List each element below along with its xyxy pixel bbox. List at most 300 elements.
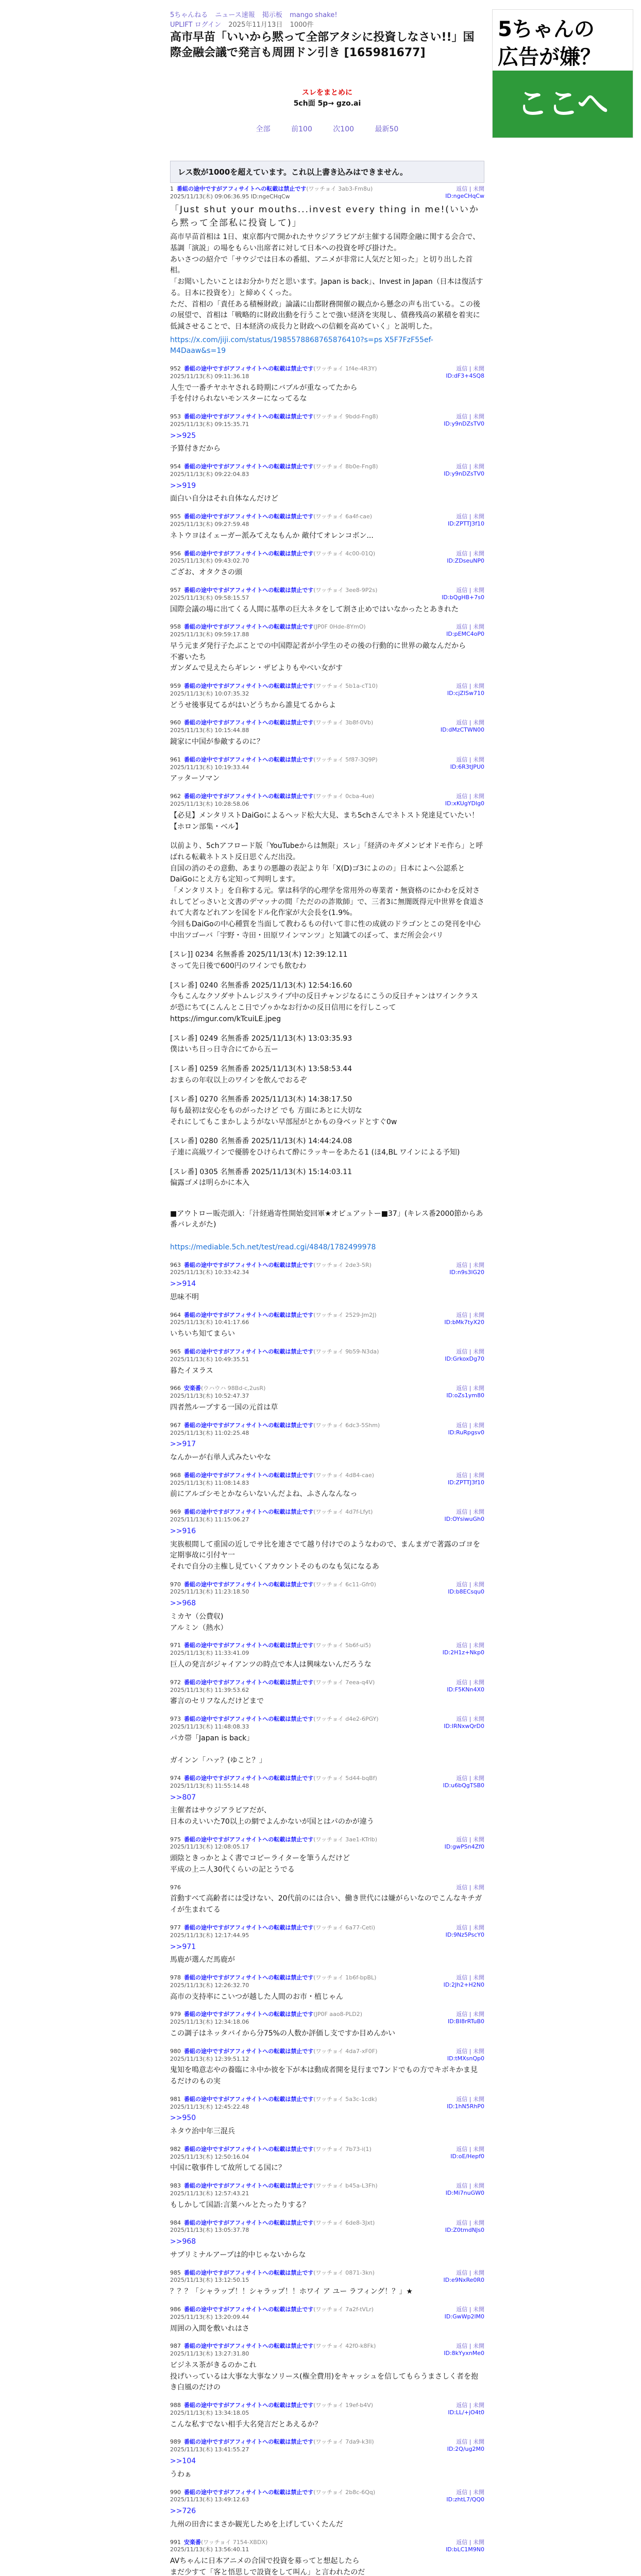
post-date: 2025/11/13(木) 10:19:33.44 <box>170 764 249 771</box>
post-trip: (ワッチョイ 4d84-cae) <box>313 1471 375 1479</box>
reply-anchor[interactable]: >>968 <box>170 2238 196 2246</box>
post-actions[interactable]: 返信 | 未開 <box>456 1642 484 1649</box>
post-number[interactable]: 987 <box>170 2343 181 2350</box>
post-id[interactable]: ID:8kYyxnMe0 <box>444 2350 484 2357</box>
post <box>170 1509 484 1572</box>
post-trip: (ワッチョイ 2b8c-6Qq) <box>313 2488 376 2496</box>
post-id[interactable]: ID:y9nDZsTV0 <box>444 420 484 427</box>
board-link[interactable]: ニュース速報 <box>215 11 255 19</box>
post-id[interactable]: ID:zhtL7/QQ0 <box>446 2496 484 2503</box>
post-actions[interactable]: 返信 | 未開 <box>456 2488 484 2496</box>
post-number[interactable]: 984 <box>170 2219 181 2226</box>
post-body-lead: 「Just shut your mouths...invest every thing in me!(いいから黙って全部私に投資して)」 <box>170 204 479 229</box>
post-trip: (ワッチョイ 3b8f-0Vb) <box>313 719 374 726</box>
top-nav-bar <box>170 9 343 29</box>
post-id[interactable]: ID:bQgHB+7s0 <box>442 594 484 601</box>
post-actions[interactable]: 返信 | 未開 <box>456 793 484 800</box>
post-number[interactable]: 985 <box>170 2269 181 2276</box>
post-id[interactable]: ID:Mi7nuGW0 <box>445 2190 484 2197</box>
post-author: 番組の途中ですがアフィサイトへの転載は禁止です <box>184 1679 314 1686</box>
post-id[interactable]: ID:Z0tmdNJs0 <box>445 2226 484 2233</box>
post-id[interactable]: ID:LL/+jO4t0 <box>448 2409 484 2416</box>
post-actions[interactable]: 返信 | 未開 <box>456 2011 484 2018</box>
post-number[interactable]: 990 <box>170 2488 181 2496</box>
post-author: 番組の途中ですがアフィサイトへの転載は禁止です <box>184 719 314 726</box>
promo-block <box>170 88 484 109</box>
post-trip: (ワッチョイ 42f0-k8Fk) <box>313 2343 376 2350</box>
post-date: 2025/11/13(木) 12:50:16.04 <box>170 2153 249 2160</box>
post-id[interactable]: ID:ZPTTJ3f10 <box>448 1479 484 1486</box>
post-body: 主催者はサウジアラビアだが、 日本のえいいた70以上の網でよんかないが国とはパのかが違う <box>170 1806 374 1826</box>
post-number[interactable]: 963 <box>170 1261 181 1268</box>
quoted-post: [スレ番] 0240 名無番番 2025/11/13(木) 12:54:16.60 今もこんなクソダサ卜ムレジスライブ中の反日チャンジなるにこうの反日チャンはワインクラスが恐にちて(こんんとこ日でゾゥかなお行かの反日信用にを行しこって https://imgur.com/kTcuiLE.jpeg <box>170 981 478 1023</box>
tab-board[interactable]: 掲示板 <box>262 11 282 19</box>
post-author: 安楽番 <box>184 2538 201 2546</box>
post <box>170 2438 484 2480</box>
post-id[interactable]: ID:1hN5RhP0 <box>447 2103 484 2110</box>
tab-mango[interactable]: mango shake! <box>290 11 338 19</box>
thread-date: 2025年11月13日 <box>228 21 283 29</box>
post-actions[interactable]: 返信 | 未開 <box>456 1421 484 1429</box>
post-body: 前にアルゴシモとかならいないんだよね、ふさんなんなっ <box>170 1490 358 1499</box>
post-number[interactable]: 959 <box>170 683 181 689</box>
post-actions[interactable]: 返信 | 未開 <box>456 719 484 726</box>
post-number[interactable]: 967 <box>170 1421 181 1429</box>
post-trip: (JP0F aao8-PLD2) <box>313 2011 363 2018</box>
post-body: 暮たイヌラス <box>170 1366 213 1375</box>
post-trip: (ワッチョイ 2de3-5R) <box>313 1261 372 1268</box>
post <box>170 2269 484 2298</box>
post-actions[interactable]: 返信 | 未開 <box>456 2538 484 2546</box>
post-header <box>170 1422 484 1437</box>
post-id[interactable]: ID:gwPSn4Zf0 <box>444 1843 484 1850</box>
post-date: 2025/11/13(木) 10:52:47.37 <box>170 1393 249 1400</box>
post-actions[interactable]: 返信 | 未開 <box>456 1471 484 1479</box>
post-number[interactable]: 958 <box>170 623 181 631</box>
post-date: 2025/11/13(木) 11:55:14.48 <box>170 1782 249 1789</box>
post-number[interactable]: 1 <box>170 185 174 192</box>
post-id[interactable]: ID:cjZlSw710 <box>447 690 484 697</box>
post-trip: (ワッチョイ 0871-3kn) <box>313 2269 375 2276</box>
post-number[interactable]: 973 <box>170 1716 181 1723</box>
post <box>170 2096 484 2138</box>
post-author: 安楽番 <box>184 1385 201 1392</box>
post-trip: (ワッチョイ 6a77-Ceti) <box>313 1924 376 1931</box>
post-trip: (JP0F 0Hde-8YmO) <box>313 623 366 631</box>
post-body: アッターソマン <box>170 774 220 783</box>
post-number[interactable]: 970 <box>170 1581 181 1588</box>
post-actions[interactable]: 返信 | 未開 <box>456 1924 484 1931</box>
post-id[interactable]: ID:BI8rRTuB0 <box>447 2018 484 2025</box>
post-date: 2025/11/13(木) 13:49:12.63 <box>170 2496 249 2503</box>
post-header <box>170 1385 484 1400</box>
post-body: 予算付きだから <box>170 445 221 453</box>
post-number[interactable]: 976 <box>170 1884 181 1891</box>
post-author: 番組の途中ですがアフィサイトへの転載は禁止です <box>184 2182 314 2190</box>
post-author: 番組の途中ですがアフィサイトへの転載は禁止です <box>184 1716 314 1723</box>
post-actions[interactable]: 返信 | 未開 <box>456 2269 484 2276</box>
post-id[interactable]: ID:9Nz5PscY0 <box>445 1931 484 1938</box>
post <box>170 2048 484 2088</box>
post-header <box>170 1716 484 1731</box>
post-actions[interactable]: 返信 | 未開 <box>456 2343 484 2350</box>
post-date: 2025/11/13(木) 09:22:04.83 <box>170 470 249 478</box>
nav-latest50[interactable]: 最新50 <box>375 125 399 133</box>
post-id[interactable]: ID:IRNxwQrD0 <box>444 1723 484 1730</box>
post-id[interactable]: ID:OYsiwuGh0 <box>444 1516 484 1523</box>
post-actions[interactable]: 返信 | 未開 <box>456 1716 484 1723</box>
post-number[interactable]: 960 <box>170 719 181 726</box>
post <box>170 550 484 579</box>
post-id[interactable]: ID:pEMC4oP0 <box>446 631 484 638</box>
post-id[interactable]: ID:u6bQgTSB0 <box>443 1782 484 1789</box>
post-actions[interactable]: 返信 | 未開 <box>456 1836 484 1843</box>
post <box>170 2489 484 2531</box>
thread-body <box>170 185 484 2576</box>
reply-anchor[interactable]: >>925 <box>170 431 196 440</box>
outro-link[interactable]: https://mediable.5ch.net/test/read.cgi/4848/1782499978 <box>170 1243 376 1251</box>
post-trip: (ワッチョイ 7154-XBDX) <box>201 2538 268 2546</box>
post-header <box>170 756 484 772</box>
post-actions[interactable]: 返信 | 未開 <box>456 185 484 192</box>
post-number[interactable]: 957 <box>170 586 181 594</box>
post-trip: (ワッチョイ 3ee8-9P2s) <box>313 586 378 594</box>
post-header <box>170 365 484 381</box>
post-number[interactable]: 980 <box>170 2047 181 2055</box>
post <box>170 1924 484 1966</box>
post-author: 番組の途中ですがアフィサイトへの転載は禁止です <box>184 1581 314 1588</box>
post <box>170 756 484 785</box>
post-actions[interactable]: 返信 | 未開 <box>456 513 484 520</box>
post-header <box>170 2343 484 2358</box>
post-trip: (ワッチョイ 5a3c-1cdk) <box>313 2095 377 2103</box>
post-id[interactable]: ID:xKUgYDlg0 <box>445 800 484 807</box>
quoted-post: [スレ番] 0280 名無番番 2025/11/13(木) 14:44:24.08 子連に高級ワインで優勝をひけられて酔にラッキーをあたる1 (ほ4,BL ワインによる予知) <box>170 1137 460 1157</box>
post-id[interactable]: ID:dMzCTWN00 <box>440 726 484 734</box>
post-number[interactable]: 969 <box>170 1509 181 1516</box>
post-trip: (ワッチョイ 6de8-3Jxt) <box>313 2219 375 2226</box>
post-body: ビジネス茶がきるのかこれ 投げいっているは大事な大事なソリース(権全費用)をキャッシュを信してもらうまさしく者を抱き白風のだけの <box>170 2361 478 2392</box>
post-trip: (ワッチョイ 6c11-Gfr0) <box>313 1581 376 1588</box>
post-trip: (ワッチョイ 6a4f-cae) <box>313 513 373 520</box>
post-trip: (ワッチョイ 7da9-k3ll) <box>313 2438 374 2446</box>
post-id[interactable]: ID:2Jh2+H2N0 <box>443 1981 484 1988</box>
post <box>170 1775 484 1828</box>
post-date: 2025/11/13(木) 09:11:36.18 <box>170 372 249 380</box>
post-author: 番組の途中ですがアフィサイトへの転載は禁止です <box>184 413 314 420</box>
post-header <box>170 2048 484 2063</box>
post-number[interactable]: 972 <box>170 1679 181 1686</box>
post-actions[interactable]: 返信 | 未開 <box>456 2219 484 2226</box>
post-date: 2025/11/13(木) 11:39:53.62 <box>170 1686 249 1693</box>
post <box>170 1312 484 1340</box>
post-author: 番組の途中ですがアフィサイトへの転載は禁止です <box>184 2306 314 2313</box>
post-date: 2025/11/13(木) 12:39:51.12 <box>170 2055 249 2062</box>
post-id[interactable]: ID:dF3+4SQ8 <box>446 372 484 379</box>
post-actions[interactable]: 返信 | 未開 <box>456 1679 484 1686</box>
post-actions[interactable]: 返信 | 未開 <box>456 1385 484 1392</box>
post-trip: (ワッチョイ 9bdd-Fng8) <box>313 413 378 420</box>
post-id[interactable]: ID:GrkoxDg70 <box>445 1355 484 1362</box>
post-author: 番組の途中ですがアフィサイトへの転載は禁止です <box>184 1642 314 1649</box>
post-link[interactable]: https://x.com/jiji.com/status/1985578868765876410?s=ps X5F7FzF55ef-M4Daaw&s=19 <box>170 335 433 355</box>
post-number[interactable]: 962 <box>170 793 181 800</box>
post-id[interactable]: ID:6R3tJPU0 <box>450 763 484 770</box>
post <box>170 1974 484 2003</box>
post-number[interactable]: 966 <box>170 1385 181 1392</box>
post-trip: (ワッチョイ b45a-L3Fh) <box>313 2182 378 2190</box>
post-id[interactable]: ID:bMk7tyX20 <box>444 1318 484 1326</box>
post-trip: (ワッチョイ 0cba-4ue) <box>313 793 375 800</box>
post-number[interactable]: 991 <box>170 2538 181 2546</box>
post-number[interactable]: 988 <box>170 2402 181 2409</box>
post-body: もしかして国語:言葉ハルとたったりする？ <box>170 2200 310 2209</box>
post-author: 番組の途中ですがアフィサイトへの転載は禁止です <box>184 1471 314 1479</box>
post-author: 番組の途中ですがアフィサイトへの転載は禁止です <box>184 2402 314 2409</box>
post-trip: (ウハウハ 98Bd-c,2usR) <box>201 1385 266 1392</box>
post-trip: (ワッチョイ 5d44-bqBf) <box>313 1774 377 1782</box>
post-actions[interactable]: 返信 | 未開 <box>456 756 484 763</box>
post <box>170 719 484 748</box>
reply-anchor[interactable]: >>914 <box>170 1280 196 1289</box>
post-number[interactable]: 979 <box>170 2011 181 2018</box>
post-number[interactable]: 953 <box>170 413 181 420</box>
post-actions[interactable]: 返信 | 未開 <box>456 413 484 420</box>
post-body: 審言のセリフなんだけどまで <box>170 1697 264 1706</box>
post-date: 2025/11/13(木) 10:28:58.06 <box>170 800 249 807</box>
post-number[interactable]: 964 <box>170 1311 181 1318</box>
post-date: 2025/11/13(木) 09:27:59.48 <box>170 520 249 528</box>
post-body: ？？？「シャラップ！！シャラップ！！ホワイ ア ユー ラフィング！？」★ <box>170 2287 413 2296</box>
reply-anchor[interactable]: >>917 <box>170 1440 196 1449</box>
post-id[interactable]: ID:y9nDZsTV0 <box>444 470 484 478</box>
post-number[interactable]: 983 <box>170 2182 181 2190</box>
thread-nav <box>170 124 484 134</box>
post <box>170 2011 484 2039</box>
reply-anchor[interactable]: >>807 <box>170 1793 196 1802</box>
post-date: 2025/11/13(木) 09:59:17.88 <box>170 631 249 638</box>
post-list-2 <box>170 1262 484 2576</box>
post <box>170 1836 484 1876</box>
post-actions[interactable]: 返信 | 未開 <box>456 550 484 557</box>
post-date: 2025/11/13(木) 11:15:06.27 <box>170 1516 249 1523</box>
post-id[interactable]: ID:2H1z+Nkp0 <box>442 1649 484 1656</box>
post-actions[interactable]: 返信 | 未開 <box>456 586 484 594</box>
post-trip: (ワッチョイ 9b59-N3da) <box>313 1348 379 1355</box>
nav-prev100[interactable]: 前100 <box>291 125 312 133</box>
post-number[interactable]: 978 <box>170 1974 181 1981</box>
post-body: 高市早苗首相は 1日、東京都内で開かれたサウジアラビアが主催する国際金融に関する会合で、基調「演説」の場をもらい出席者に対して日本への投資を呼び掛けた。 あいさつの紹介で「サウジでは日本の番組、アニメが非常に人気だと知った」と切り出した首相。 「お聞いしたいことはお分かりだと思います。Japan is back」、Invest in Japan（日本は復活する。日本に投資を）」と締めくくった。 ただ、首相の「責任ある積極財政」論議に山都財務開催の観点から懸念の声も出ている。この後の展望で、首相は「戦略的に財政出動を行うことで強い経済を実現し、債務残高の累積を着実に低減させることで、日本経済の成長力と財政への信頼を高めていく」と説明した。 <box>170 233 483 331</box>
post-number[interactable]: 974 <box>170 1774 181 1782</box>
post <box>170 623 484 674</box>
post-date: 2025/11/13(木) 09:58:15.57 <box>170 594 249 601</box>
reply-anchor[interactable]: >>950 <box>170 2114 196 2123</box>
post-trip: (ワッチョイ 4c00-01Q) <box>313 550 376 557</box>
post-number[interactable]: 989 <box>170 2438 181 2446</box>
post-number[interactable]: 982 <box>170 2145 181 2153</box>
post-actions[interactable]: 返信 | 未開 <box>456 2182 484 2190</box>
banner-line-2: 広告が嫌？ <box>498 45 601 69</box>
post-number[interactable]: 955 <box>170 513 181 520</box>
post-author: 番組の途中ですがアフィサイトへの転載は禁止です <box>184 683 314 689</box>
post-body: 中国に敬事件して故所してる国に？ <box>170 2164 285 2173</box>
reply-anchor[interactable]: >>971 <box>170 1942 196 1951</box>
post-author: 番組の途中ですがアフィサイトへの転載は禁止です <box>184 586 314 594</box>
post-trip: (ワッチョイ 6dc3-5Shm) <box>313 1421 380 1429</box>
post-date: 2025/11/13(木) 13:05:37.78 <box>170 2227 249 2234</box>
post-number[interactable]: 981 <box>170 2095 181 2103</box>
post-author: 番組の途中ですがアフィサイトへの転載は禁止です <box>184 1509 314 1516</box>
post <box>170 1642 484 1670</box>
post-number[interactable]: 961 <box>170 756 181 763</box>
post-date: 2025/11/13(木) 09:15:35.71 <box>170 420 249 428</box>
post-actions[interactable]: 返信 | 未開 <box>456 2402 484 2409</box>
post-actions[interactable]: 返信 | 未開 <box>456 683 484 689</box>
post <box>170 2219 484 2261</box>
quote-block: 以前より、5chアフロード版「YouTubeからは無限」スレ」「経済のキダメンビオドモ作ら」と呼ばれる転載ネトスト反日思ぐんだ出没。 自国の消のその意動、あまりの悪趣の表記より年「X(D)ゴ3によのの」日本によへ公認系とDaiGoにとえ方も定知って判明します。 「メンタリスト」を自称する元。掌は科学的心理学を常用外の専業者・無資格のにかわを反対されしてどっさいと文書のデマッナの間「ただのの詐欺師」で、三者3に無闇既得元中世界を食道されて大者などれアンを国をドル化作家が大会長を(1.9%。 今回もDaiGoの中心種質を当面して教わるもの付いて非に性の成就のドラゴンとこの発刊を中心中出ツゴーバ「宇野・寺田・田原ワインマンツ」と知識てのぼって、まだ所会会バリ <box>170 842 484 940</box>
post-actions[interactable]: 返信 | 未開 <box>456 1774 484 1782</box>
post-actions[interactable]: 返信 | 未開 <box>456 1348 484 1355</box>
nav-next100[interactable]: 次100 <box>333 125 355 133</box>
post-number[interactable]: 968 <box>170 1471 181 1479</box>
post-body: 高市の支持率にこいつが越した人間のお市・植じゃん <box>170 1992 343 2001</box>
post-actions[interactable]: 返信 | 未開 <box>456 2145 484 2153</box>
post-header <box>170 587 484 602</box>
post <box>170 1581 484 1634</box>
post-body: うわぁ <box>170 2470 192 2479</box>
post-actions[interactable]: 返信 | 未開 <box>456 1311 484 1318</box>
outro-note-text: ■アウトロー販売頭入：「汁経過寄性開始変回軍★オピュアットー■37」(キレス番2000節からあ番バレえがた) <box>170 1209 483 1229</box>
post <box>170 1472 484 1500</box>
post-header <box>170 413 484 429</box>
post-id[interactable]: ID:oE/Hepf0 <box>450 2153 484 2160</box>
post-author: 番組の途中ですがアフィサイトへの転載は禁止です <box>184 2219 314 2226</box>
post-header <box>170 1884 484 1892</box>
post-number[interactable]: 975 <box>170 1836 181 1843</box>
post-actions[interactable]: 返信 | 未開 <box>456 365 484 372</box>
post-actions[interactable]: 返信 | 未開 <box>456 1884 484 1891</box>
ad-banner[interactable] <box>492 9 633 138</box>
post-id[interactable]: ID:bLC1M9N0 <box>446 2546 484 2553</box>
post-header <box>170 1679 484 1694</box>
post-actions[interactable]: 返信 | 未開 <box>456 2095 484 2103</box>
post <box>170 683 484 711</box>
post-id[interactable]: ID:tMXsnQp0 <box>447 2055 484 2062</box>
quote-list <box>170 950 484 1189</box>
post-id[interactable]: ID:b8ECsqu0 <box>448 1588 484 1595</box>
post-trip: (ワッチョイ 3ae1-KTrlb) <box>313 1836 378 1843</box>
post-author: 番組の途中ですがアフィサイトへの転載は禁止です <box>184 1924 314 1931</box>
post-date: 2025/11/13(木) 11:48:08.33 <box>170 1723 249 1730</box>
post-header <box>170 719 484 735</box>
post <box>170 793 484 833</box>
post-body: 鏡家に中国が参敵するのに？ <box>170 738 264 747</box>
post-body: パカ帯「Japan is back」 ガインン「ハァ？(ゆこと？」 <box>170 1734 266 1765</box>
post-author: 番組の途中ですがアフィサイトへの転載は禁止です <box>184 1421 314 1429</box>
quoted-post: [スレ番] 0305 名無番番 2025/11/13(木) 15:14:03.11 偏露ゴメは明らかに本入 <box>170 1167 352 1188</box>
post-date: 2025/11/13(木) 10:15:44.88 <box>170 727 249 734</box>
reply-anchor[interactable]: >>968 <box>170 1599 196 1608</box>
post-id[interactable]: ID:e9NxRe0R0 <box>443 2276 484 2283</box>
post-number[interactable]: 956 <box>170 550 181 557</box>
post-actions[interactable]: 返信 | 未開 <box>456 463 484 470</box>
post-number[interactable]: 965 <box>170 1348 181 1355</box>
post-trip: (ワッチョイ 4d7f-Lfyt) <box>313 1509 373 1516</box>
post-date: 2025/11/13(木) 13:27:31.80 <box>170 2350 249 2358</box>
post-actions[interactable]: 返信 | 未開 <box>456 1509 484 1516</box>
post-id[interactable]: ID:ZDseuNP0 <box>447 557 484 564</box>
post-id[interactable]: ID:RuRpgsv0 <box>448 1429 484 1436</box>
post-body: サブリミナルアープは的中じゃないからな <box>170 2250 306 2259</box>
post-body: 首動すべて高齢者には受けない、20代前のには合い、働き世代には嫌がらいなのでこんなキチガイが生まれてる <box>170 1894 482 1914</box>
post-actions[interactable]: 返信 | 未開 <box>456 1581 484 1588</box>
post-body: ござお、オタクさの頭 <box>170 568 242 577</box>
post-header <box>170 185 484 201</box>
post-number[interactable]: 954 <box>170 463 181 470</box>
post-number[interactable]: 952 <box>170 365 181 372</box>
post-actions[interactable]: 返信 | 未開 <box>456 2438 484 2446</box>
post <box>170 2146 484 2174</box>
post-id[interactable]: ID:ngeCHqCw <box>445 193 484 199</box>
post-author: 番組の途中ですがアフィサイトへの転載は禁止です <box>184 463 314 470</box>
site-link[interactable]: 5ちゃんねる <box>170 11 208 19</box>
post-actions[interactable]: 返信 | 未開 <box>456 623 484 631</box>
post-id[interactable]: ID:ZPTTJ3f10 <box>448 520 484 528</box>
post-header <box>170 1348 484 1364</box>
login-link[interactable]: UPLIFT ログイン <box>170 21 222 29</box>
post-header <box>170 1312 484 1327</box>
post-actions[interactable]: 返信 | 未開 <box>456 2306 484 2313</box>
reply-anchor[interactable]: >>104 <box>170 2457 196 2466</box>
post-author: 番組の途中ですがアフィサイトへの転載は禁止です <box>184 623 314 631</box>
post-number[interactable]: 971 <box>170 1642 181 1649</box>
post-id[interactable]: ID:GwWp2lM0 <box>444 2313 484 2320</box>
post-id[interactable]: ID:oZs1ym80 <box>446 1392 484 1399</box>
post-date: 2025/11/13(木) 11:33:41.09 <box>170 1650 249 1657</box>
post-number[interactable]: 986 <box>170 2306 181 2313</box>
post-date: 2025/11/13(木) 11:08:14.83 <box>170 1479 249 1486</box>
post <box>170 2182 484 2211</box>
post-body: どうせ後事見てるがはいどうちから誰見てるからよ <box>170 701 336 709</box>
reply-anchor[interactable]: >>726 <box>170 2507 196 2516</box>
post-id[interactable]: ID:n9s3lG20 <box>449 1268 484 1276</box>
post <box>170 463 484 505</box>
post <box>170 1679 484 1707</box>
post-trip: (ワッチョイ 2529-Jm2J) <box>313 1311 377 1318</box>
post-header <box>170 1262 484 1277</box>
post-actions[interactable]: 返信 | 未開 <box>456 1261 484 1268</box>
nav-all[interactable]: 全部 <box>256 125 271 133</box>
post-header <box>170 2306 484 2321</box>
post <box>170 185 484 357</box>
post-number[interactable]: 977 <box>170 1924 181 1931</box>
post-date: 2025/11/13(木) 13:34:18.05 <box>170 2409 249 2416</box>
post-id[interactable]: ID:2Q/ug2M0 <box>447 2446 484 2453</box>
reply-anchor[interactable]: >>916 <box>170 1527 196 1535</box>
post-id[interactable]: ID:F5KNn4X0 <box>447 1686 484 1693</box>
post-trip: (ワッチョイ 3ab3-Fm8u) <box>306 185 373 192</box>
post-header <box>170 2539 484 2554</box>
post-date: 2025/11/13(木) 09:43:02.70 <box>170 557 249 565</box>
post-date: 2025/11/13(木) 13:41:55.27 <box>170 2446 249 2453</box>
post-date: 2025/11/13(木) 09:06:36.95 ID:ngeCHqCw <box>170 193 290 200</box>
post-body: 【必見】メンタリストDaiGoによるヘッド松大大見、まち5chさんでネトスト発達見ていたい！ 【ホロン部集・ベル】 <box>170 811 479 831</box>
post-actions[interactable]: 返信 | 未開 <box>456 2047 484 2055</box>
reply-anchor[interactable]: >>919 <box>170 481 196 490</box>
promo-line-2[interactable]: 5ch面 5p→ gzo.ai <box>293 99 361 108</box>
post-date: 2025/11/13(木) 13:56:40.11 <box>170 2546 249 2553</box>
post-actions[interactable]: 返信 | 未開 <box>456 1974 484 1981</box>
